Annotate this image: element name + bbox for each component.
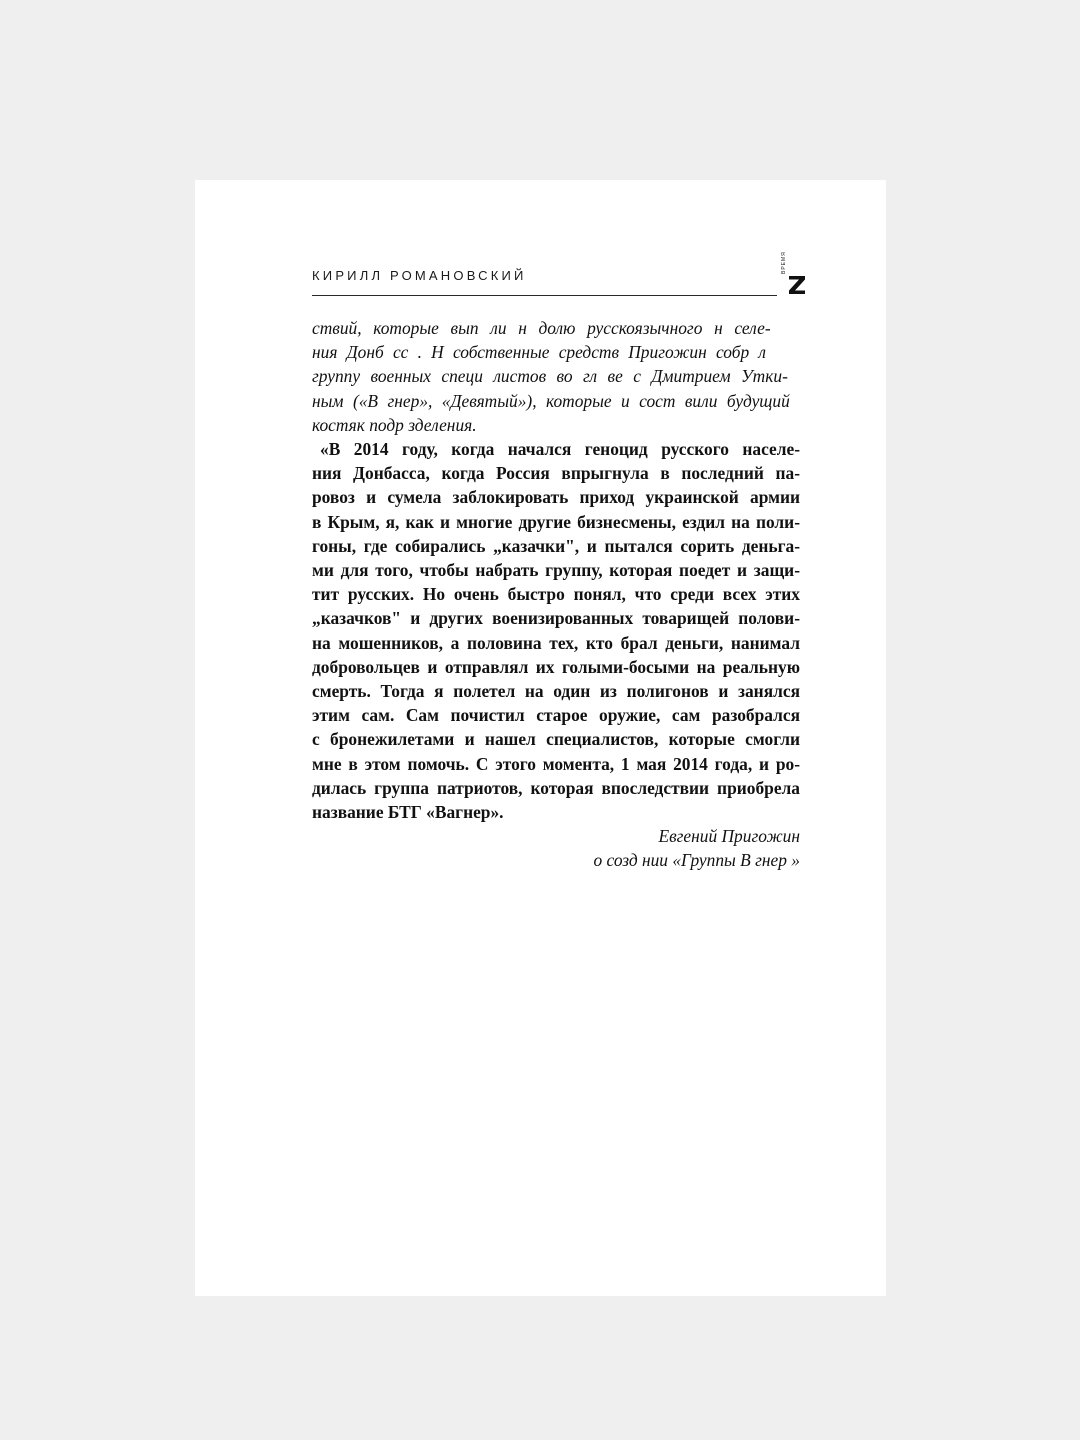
quote-line: название БТГ «Вагнер». (312, 802, 504, 823)
signature-subject: о созд нии «Группы В гнер » (593, 850, 800, 871)
quote-line: гоны, где собирались „казачки", и пытался сорить деньга- (312, 535, 800, 556)
quote-line: „казачков" и других военизированных товарищей полови- (312, 608, 800, 629)
author-name: КИРИЛЛ РОМАНОВСКИЙ (312, 268, 527, 283)
quote-line: ния Донбасса, когда Россия впрыгнула в последний па- (312, 463, 800, 484)
book-page (195, 180, 886, 1296)
logo-caption: ВРЕМЯ (781, 251, 787, 274)
intro-line: костяк подр зделения. (312, 414, 477, 435)
signature-name: Евгений Пригожин (658, 826, 800, 847)
body-text (312, 316, 800, 873)
quote-line: этим сам. Сам почистил старое оружие, сам разобрался (312, 705, 800, 726)
intro-line: группу военных специ листов во гл ве с Дмитрием Утки- (312, 366, 788, 387)
quote-line: с бронежилетами и нашел специалистов, которые смогли (312, 729, 800, 750)
running-header (312, 251, 802, 298)
quote-line: в Крым, я, как и многие другие бизнесмены, ездил на поли- (312, 511, 800, 532)
quote-line: добровольцев и отправлял их голыми-босыми на реальную (312, 656, 800, 677)
quote-line: на мошенников, а половина тех, кто брал деньги, нанимал (312, 632, 800, 653)
intro-line: ным («В гнер», «Девятый»), которые и сост вили будущий (312, 390, 790, 411)
intro-line: ния Донб сс . Н собственные средств Пригожин собр л (312, 342, 766, 363)
intro-paragraph (312, 316, 800, 437)
quote-line: мне в этом помочь. С этого момента, 1 мая 2014 года, и ро- (312, 753, 800, 774)
publisher-logo (775, 251, 805, 298)
intro-line: ствий, которые вып ли н долю русскоязычного н селе- (312, 318, 771, 338)
z-logo-icon (789, 276, 805, 294)
quote-line: ми для того, чтобы набрать группу, которая поедет и защи- (312, 560, 800, 581)
quote-line: смерть. Тогда я полетел на один из полигонов и занялся (312, 681, 800, 702)
quote-line: «В 2014 году, когда начался геноцид русского населе- (320, 439, 800, 460)
quote-paragraph (312, 437, 800, 824)
quote-signature (312, 824, 800, 872)
quote-line: ровоз и сумела заблокировать приход украинской армии (312, 487, 800, 508)
quote-line: дилась группа патриотов, которая впоследствии приобрела (312, 777, 800, 798)
header-rule (312, 295, 777, 296)
quote-line: тит русских. Но очень быстро понял, что среди всех этих (312, 584, 800, 605)
